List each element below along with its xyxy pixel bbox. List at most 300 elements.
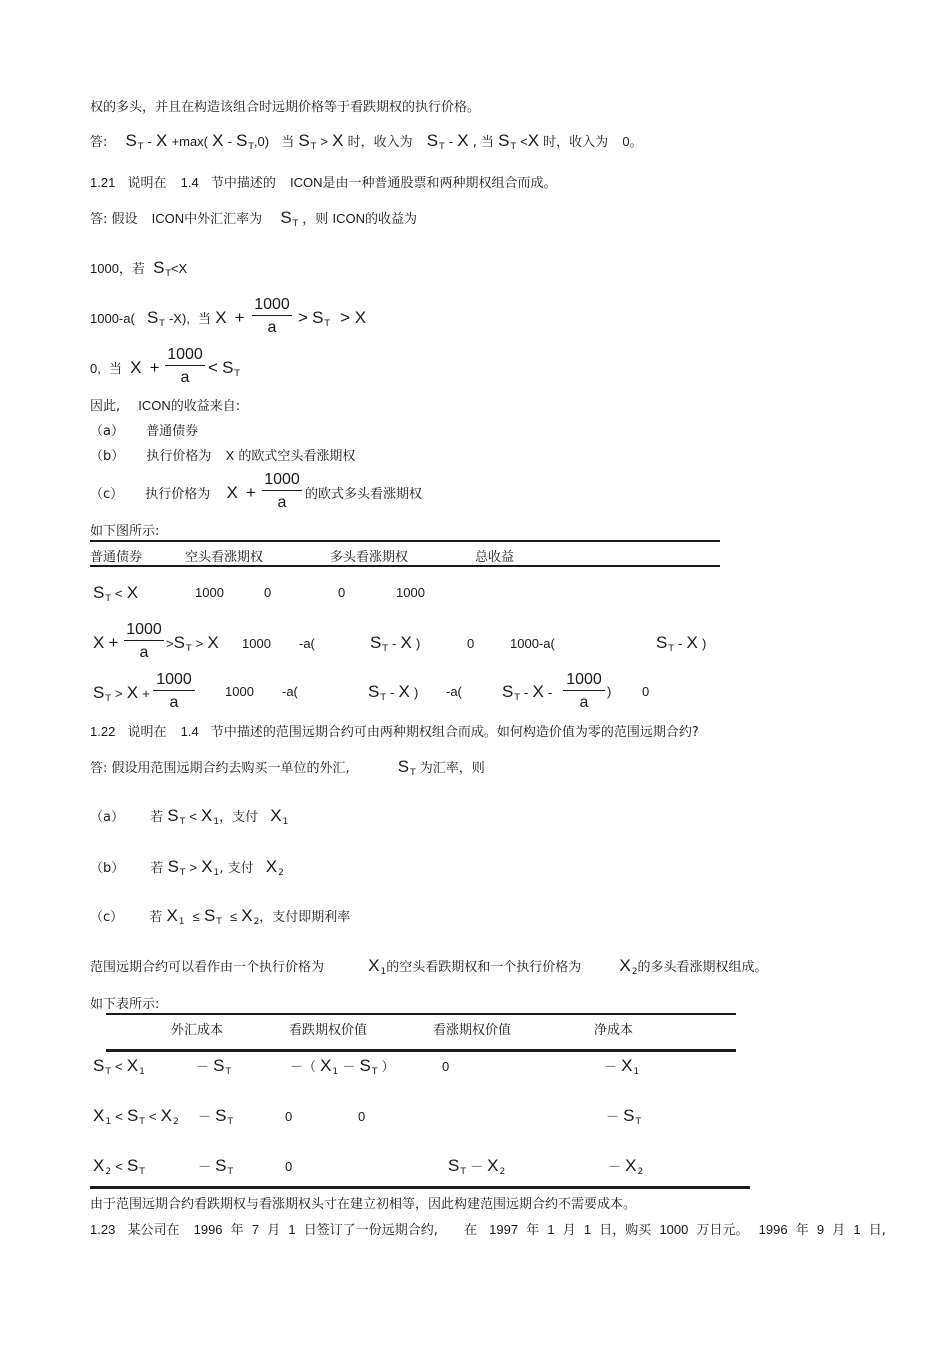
greater-than: > — [114, 686, 123, 701]
question-text: 月 — [267, 1223, 281, 1238]
subscript-1: 1 — [178, 917, 185, 927]
fraction-bar — [262, 490, 302, 491]
less-than: < — [115, 1159, 123, 1174]
list-text: 若 — [150, 810, 164, 825]
subscript-t: T — [165, 269, 171, 279]
table-cell: -a( — [446, 684, 462, 699]
subscript-2: 2 — [253, 917, 260, 927]
symbol-s: S — [125, 131, 137, 150]
sub-item-b — [90, 857, 284, 877]
subscript-t: T — [179, 817, 186, 827]
symbol-s: S — [397, 757, 410, 776]
section-ref: 1.4 — [180, 724, 199, 739]
table-cell: -a( — [282, 684, 298, 699]
subscript-2: 2 — [631, 967, 638, 977]
minus-sign: － — [469, 1160, 483, 1175]
list-text: 若 — [150, 861, 164, 876]
condition: <X — [170, 261, 188, 276]
subscript-t: T — [292, 219, 299, 229]
figure-caption: 如下图所示: — [90, 524, 160, 539]
answer-text: 中外汇汇率为 — [184, 212, 263, 227]
condition: > X — [340, 308, 367, 327]
subscript-t: T — [410, 768, 416, 778]
symbol-x: X — [130, 358, 142, 377]
zero-value: 0。 — [622, 134, 643, 149]
fraction-numerator: 1000 — [264, 471, 300, 488]
when-text: 当 — [198, 312, 212, 327]
symbol-s: S — [167, 857, 179, 876]
subscript-1: 1 — [139, 1067, 145, 1077]
less-than: < — [114, 586, 123, 601]
minus-sign: － — [196, 1060, 210, 1075]
subscript-t: T — [159, 319, 165, 329]
icon-term: ICON — [151, 211, 185, 226]
list-text: 普通债券 — [146, 424, 199, 439]
sub-item-c — [90, 906, 350, 926]
subscript-2: 2 — [173, 1117, 179, 1127]
question-number: 1.23 — [90, 1222, 116, 1237]
date-month: 9 — [816, 1222, 825, 1237]
symbol-s: S — [146, 308, 159, 327]
subscript-t: T — [185, 644, 192, 654]
symbol-x: X — [93, 1106, 105, 1125]
paren-close: ) — [413, 685, 419, 700]
less-than: < — [114, 1059, 123, 1074]
subscript-2: 2 — [637, 1167, 644, 1177]
subscript-t: T — [380, 693, 386, 703]
symbol-s: S — [370, 633, 382, 652]
table-cell: 1000 — [225, 684, 254, 699]
hence-text: 因此, — [90, 399, 121, 414]
list-label: （a） — [90, 424, 124, 439]
fraction-numerator: 1000 — [254, 296, 290, 313]
answer-label: 答: 假设 — [90, 212, 138, 227]
payoff-value: 1000，若 — [90, 261, 145, 276]
paren-close: ) — [607, 684, 612, 699]
table-cell — [290, 1056, 395, 1076]
symbol-s: S — [213, 1056, 225, 1075]
symbol-x: X — [225, 448, 235, 463]
less-than: < — [520, 134, 528, 149]
subscript-1: 1 — [332, 1067, 339, 1077]
list-text: 执行价格为 — [145, 487, 211, 502]
question-text: 月 — [562, 1223, 576, 1238]
fraction-numerator: 1000 — [156, 671, 192, 688]
date-day: 1 — [288, 1222, 296, 1237]
answer-label: 答: — [90, 135, 108, 150]
list-label: （b） — [90, 861, 125, 876]
symbol-x: X — [241, 906, 253, 925]
table-top-rule — [90, 540, 720, 542]
paragraph-text: 范围远期合约可以看作由一个执行价格为 — [90, 960, 325, 975]
symbol-s: S — [498, 131, 510, 150]
symbol-x: X — [270, 806, 282, 825]
table-header: 外汇成本 — [171, 1023, 224, 1038]
symbol-s: S — [173, 633, 185, 652]
subscript-t: T — [139, 1167, 145, 1177]
table-cell: 0 — [264, 585, 272, 600]
symbol-s: S — [222, 358, 234, 377]
table-cell: 1000 — [242, 636, 271, 651]
table-cell — [196, 1056, 231, 1076]
symbol-x: X — [200, 806, 213, 825]
table-cell: 1000 — [396, 585, 425, 600]
date-day: 1 — [583, 1222, 592, 1237]
table-header-rule — [106, 1049, 736, 1052]
list-label: （a） — [90, 810, 124, 825]
symbol-s: S — [502, 682, 514, 701]
answer-text: 答: 假设用范围远期合约去购买一单位的外汇, — [90, 761, 350, 776]
table-row-cond — [93, 1106, 179, 1126]
table-header: 空头看涨期权 — [185, 550, 264, 565]
symbol-x: X — [457, 131, 469, 150]
list-label: （c） — [90, 910, 124, 925]
answer-text: 为汇率，则 — [419, 761, 485, 776]
table-cell: 0 — [285, 1159, 293, 1174]
plus-sign: + — [149, 358, 160, 377]
symbol-x: X — [400, 633, 412, 652]
symbol-s: S — [215, 1156, 227, 1175]
table-bottom-rule — [90, 1186, 750, 1189]
table-cell: 0 — [285, 1109, 293, 1124]
question-1-23 — [90, 1219, 886, 1238]
table-row-cond — [93, 633, 118, 653]
income-text: 时，收入为 — [347, 135, 413, 150]
minus-sign: - — [389, 685, 395, 700]
symbol-x: X — [207, 633, 219, 652]
question-text: 节中描述的 — [210, 176, 276, 191]
answer-text: ，则 — [302, 212, 329, 227]
symbol-x: X — [487, 1156, 499, 1175]
minus-sign: － — [604, 1060, 618, 1075]
table-header-rule — [90, 565, 720, 567]
list-text: , 支付 — [219, 861, 254, 876]
payoff-value: 1000-a( — [90, 311, 135, 326]
paragraph-text: 的多头看涨期权组成。 — [637, 960, 768, 975]
symbol-s: S — [203, 906, 216, 925]
date-year: 1997 — [489, 1222, 519, 1237]
sub-item-a — [90, 806, 288, 826]
subscript-t: T — [324, 319, 330, 329]
table-cell: 0 — [642, 684, 650, 699]
list-label: （c） — [90, 487, 124, 502]
symbol-x: X — [126, 683, 139, 702]
minus-sign: － — [606, 1110, 620, 1125]
symbol-x: X — [625, 1156, 637, 1175]
date-day: 1 — [853, 1222, 861, 1237]
symbol-s: S — [93, 683, 105, 702]
when-text: 当 — [281, 135, 295, 150]
symbol-x: X — [126, 583, 139, 602]
subscript-t: T — [105, 1067, 111, 1077]
minus-sign: － — [342, 1060, 356, 1075]
minus-sign: － — [608, 1160, 622, 1175]
icon-term: ICON — [332, 211, 365, 226]
paren-close: ) — [415, 636, 421, 651]
fraction-denominator: a — [169, 694, 179, 711]
subscript-2: 2 — [105, 1167, 112, 1177]
list-text: 执行价格为 — [146, 449, 212, 464]
answer-text: 的收益为 — [364, 212, 417, 227]
payoff-case-3 — [90, 358, 160, 378]
question-text: 日, — [868, 1223, 886, 1238]
symbol-s: S — [448, 1156, 460, 1175]
symbol-s: S — [623, 1106, 635, 1125]
greater-than: > — [166, 636, 174, 651]
question-1-21 — [90, 172, 557, 191]
table-header: 看跌期权价值 — [289, 1023, 368, 1038]
fraction-1000-over-a — [252, 296, 292, 337]
max-close: ,0) — [253, 134, 270, 149]
table-cell — [198, 1156, 233, 1176]
subscript-t: T — [234, 369, 240, 379]
payoff-value: 0, — [90, 361, 101, 376]
greater-than: > — [195, 636, 204, 651]
symbol-s: S — [215, 1106, 227, 1125]
subscript-t: T — [510, 142, 516, 152]
greater-than: > — [298, 308, 308, 327]
symbol-x: X — [212, 131, 224, 150]
symbol-x: X — [93, 633, 105, 652]
less-than: < — [208, 358, 218, 377]
symbol-x: X — [686, 633, 698, 652]
less-equal: ≤ — [192, 909, 200, 924]
greater-than: > — [189, 860, 198, 875]
payoff-case-2-tail — [298, 308, 366, 328]
table-row-cond-tail — [166, 633, 219, 653]
greater-than: > — [320, 134, 328, 149]
subscript-t: T — [514, 693, 520, 703]
hence-text: 的收益来自: — [170, 399, 241, 414]
table-cell: -a( — [299, 636, 315, 651]
subscript-t: T — [227, 1167, 233, 1177]
question-text: 说明在 — [127, 176, 167, 191]
symbol-x: X — [621, 1056, 633, 1075]
table-header: 看涨期权价值 — [433, 1023, 512, 1038]
symbol-x: X — [527, 131, 540, 150]
symbol-x: X — [201, 857, 213, 876]
table-row-cond — [93, 583, 138, 603]
table-header: 总收益 — [475, 550, 515, 565]
list-text: ，支付即期利率 — [259, 910, 351, 925]
table-header: 普通债券 — [90, 550, 143, 565]
subscript-t: T — [227, 1117, 233, 1127]
symbol-s: S — [656, 633, 668, 652]
answer-line — [90, 131, 643, 151]
table-top-rule — [106, 1013, 736, 1015]
icon-term: ICON — [289, 175, 323, 190]
table-cell: 0 — [358, 1109, 366, 1124]
symbol-s: S — [126, 1106, 139, 1125]
question-text: 年 — [526, 1223, 540, 1238]
symbol-s: S — [368, 682, 380, 701]
fraction-bar — [124, 640, 164, 641]
symbol-x: X — [368, 956, 380, 975]
minus-sign: － — [198, 1160, 212, 1175]
list-text: 的欧式空头看涨期权 — [238, 449, 356, 464]
symbol-x: X — [166, 906, 178, 925]
table-header: 净成本 — [594, 1023, 634, 1038]
list-text: 若 — [149, 910, 163, 925]
question-text: 日，购买 — [599, 1223, 652, 1238]
fraction-1000-over-a — [563, 671, 605, 712]
amount: 1000 — [659, 1222, 689, 1237]
question-text: 万日元。 — [696, 1223, 749, 1238]
minus-sign: - — [147, 134, 152, 149]
subscript-2: 2 — [278, 868, 284, 878]
subscript-t: T — [371, 1067, 378, 1077]
subscript-t: T — [635, 1117, 641, 1127]
date-month: 1 — [547, 1222, 555, 1237]
table-cell — [656, 633, 706, 653]
table-cell: 1000-a( — [510, 636, 555, 651]
symbol-x: X — [619, 956, 631, 975]
icon-term: ICON — [138, 398, 171, 413]
fraction-1000-over-a — [153, 671, 195, 712]
fraction-numerator: 1000 — [167, 346, 203, 363]
fraction-bar — [252, 315, 292, 316]
table-cell — [606, 1106, 641, 1126]
symbol-s: S — [426, 131, 439, 150]
fraction-1000-over-a — [165, 346, 205, 387]
date-year: 1996 — [758, 1222, 788, 1237]
symbol-x: X — [160, 1106, 173, 1125]
symbol-s: S — [298, 131, 310, 150]
subscript-t: T — [179, 868, 186, 878]
symbol-s: S — [93, 1056, 105, 1075]
table-cell: 0 — [442, 1059, 450, 1074]
symbol-x: X — [320, 1056, 332, 1075]
answer-1-21 — [90, 208, 417, 228]
list-text: 的欧式多头看涨期权 — [305, 487, 423, 502]
symbol-s: S — [312, 308, 324, 327]
list-item-a — [90, 420, 198, 439]
subscript-1: 1 — [633, 1067, 640, 1077]
minus-sign: - — [523, 685, 529, 700]
payoff-case-3-tail — [208, 358, 240, 378]
symbol-x: X — [398, 682, 410, 701]
table-cell — [368, 682, 418, 702]
paren-close: ) — [701, 636, 707, 651]
plus-sign: + — [245, 483, 256, 502]
list-text: ，支付 — [219, 810, 259, 825]
symbol-x: X — [265, 857, 278, 876]
question-text: 月 — [832, 1223, 846, 1238]
table-cell: 1000 — [195, 585, 224, 600]
less-than: < — [148, 1109, 157, 1124]
fraction-denominator: a — [579, 694, 589, 711]
subscript-1: 1 — [213, 817, 220, 827]
list-item-b — [90, 445, 355, 464]
subscript-t: T — [310, 142, 317, 152]
payoff-case-2 — [90, 308, 245, 328]
max-function: +max( — [171, 134, 208, 149]
table-cell: 0 — [338, 585, 346, 600]
paren-close: ） — [381, 1060, 395, 1075]
subscript-t: T — [105, 694, 111, 704]
fraction-bar — [563, 690, 605, 691]
less-than: < — [115, 1109, 123, 1124]
subscript-1: 1 — [380, 967, 387, 977]
symbol-s: S — [93, 583, 105, 602]
fraction-numerator: 1000 — [126, 621, 162, 638]
fraction-denominator: a — [277, 494, 287, 511]
question-text: 某公司在 — [127, 1223, 180, 1238]
table-header: 多头看涨期权 — [330, 550, 409, 565]
subscript-1: 1 — [213, 868, 220, 878]
when-text: , 当 — [472, 135, 494, 150]
less-than: < — [189, 809, 197, 824]
plus-sign: + — [108, 633, 119, 652]
subscript-1: 1 — [105, 1117, 112, 1127]
fraction-denominator: a — [139, 644, 149, 661]
paragraph-text: 权的多头，并且在构造该组合时远期价格等于看跌期权的执行价格。 — [90, 100, 481, 115]
table-cell — [370, 633, 420, 653]
subscript-t: T — [460, 1167, 466, 1177]
plus-sign: + — [142, 686, 150, 701]
payoff-case-1 — [90, 258, 187, 278]
subscript-2: 2 — [499, 1167, 506, 1177]
question-text: 说明在 — [127, 725, 167, 740]
when-text: 当 — [108, 362, 122, 377]
question-text: 日签订了一份远期合约, — [303, 1223, 438, 1238]
fraction-numerator: 1000 — [566, 671, 602, 688]
table-cell — [608, 1156, 643, 1176]
question-number: 1.22 — [90, 724, 116, 739]
symbol-s: S — [167, 806, 179, 825]
table-row-cond — [93, 683, 150, 703]
symbol-x: X — [226, 483, 238, 502]
symbol-x: X — [156, 131, 168, 150]
section-ref: 1.4 — [180, 175, 199, 190]
subscript-t: T — [216, 917, 222, 927]
symbol-s: S — [359, 1056, 371, 1075]
subscript-t: T — [248, 142, 254, 152]
minus-sign: - — [677, 636, 683, 651]
income-text: 时，收入为 — [543, 135, 609, 150]
subscript-1: 1 — [282, 817, 289, 827]
table-cell: 0 — [467, 636, 475, 651]
subscript-t: T — [139, 1117, 145, 1127]
date-year: 1996 — [193, 1222, 223, 1237]
question-text: 节中描述的范围远期合约可由两种期权组合而成。如何构造价值为零的范围远期合约? — [210, 725, 699, 740]
table-cell — [604, 1056, 639, 1076]
minus-sign: - — [547, 685, 553, 700]
less-equal: ≤ — [229, 909, 238, 924]
subscript-t: T — [137, 142, 144, 152]
fraction-1000-over-a — [124, 621, 164, 662]
symbol-s: S — [236, 131, 248, 150]
symbol-x: X — [126, 1056, 139, 1075]
date-month: 7 — [251, 1222, 260, 1237]
plus-sign: + — [234, 308, 245, 327]
subscript-t: T — [439, 142, 445, 152]
table-cell — [502, 682, 552, 702]
minus-sign: - — [391, 636, 397, 651]
subscript-t: T — [668, 644, 674, 654]
fraction-bar — [153, 690, 195, 691]
minus-sign: － — [198, 1110, 212, 1125]
question-text: 是由一种普通股票和两种期权组合而成。 — [322, 176, 557, 191]
question-number: 1.21 — [90, 175, 116, 190]
table-row-cond — [93, 1156, 145, 1176]
symbol-s: S — [280, 208, 292, 227]
hence-line — [90, 395, 240, 414]
table-cell — [448, 1156, 505, 1176]
range-forward-text — [90, 956, 767, 976]
table-cell — [198, 1106, 233, 1126]
fraction-denominator: a — [267, 319, 277, 336]
